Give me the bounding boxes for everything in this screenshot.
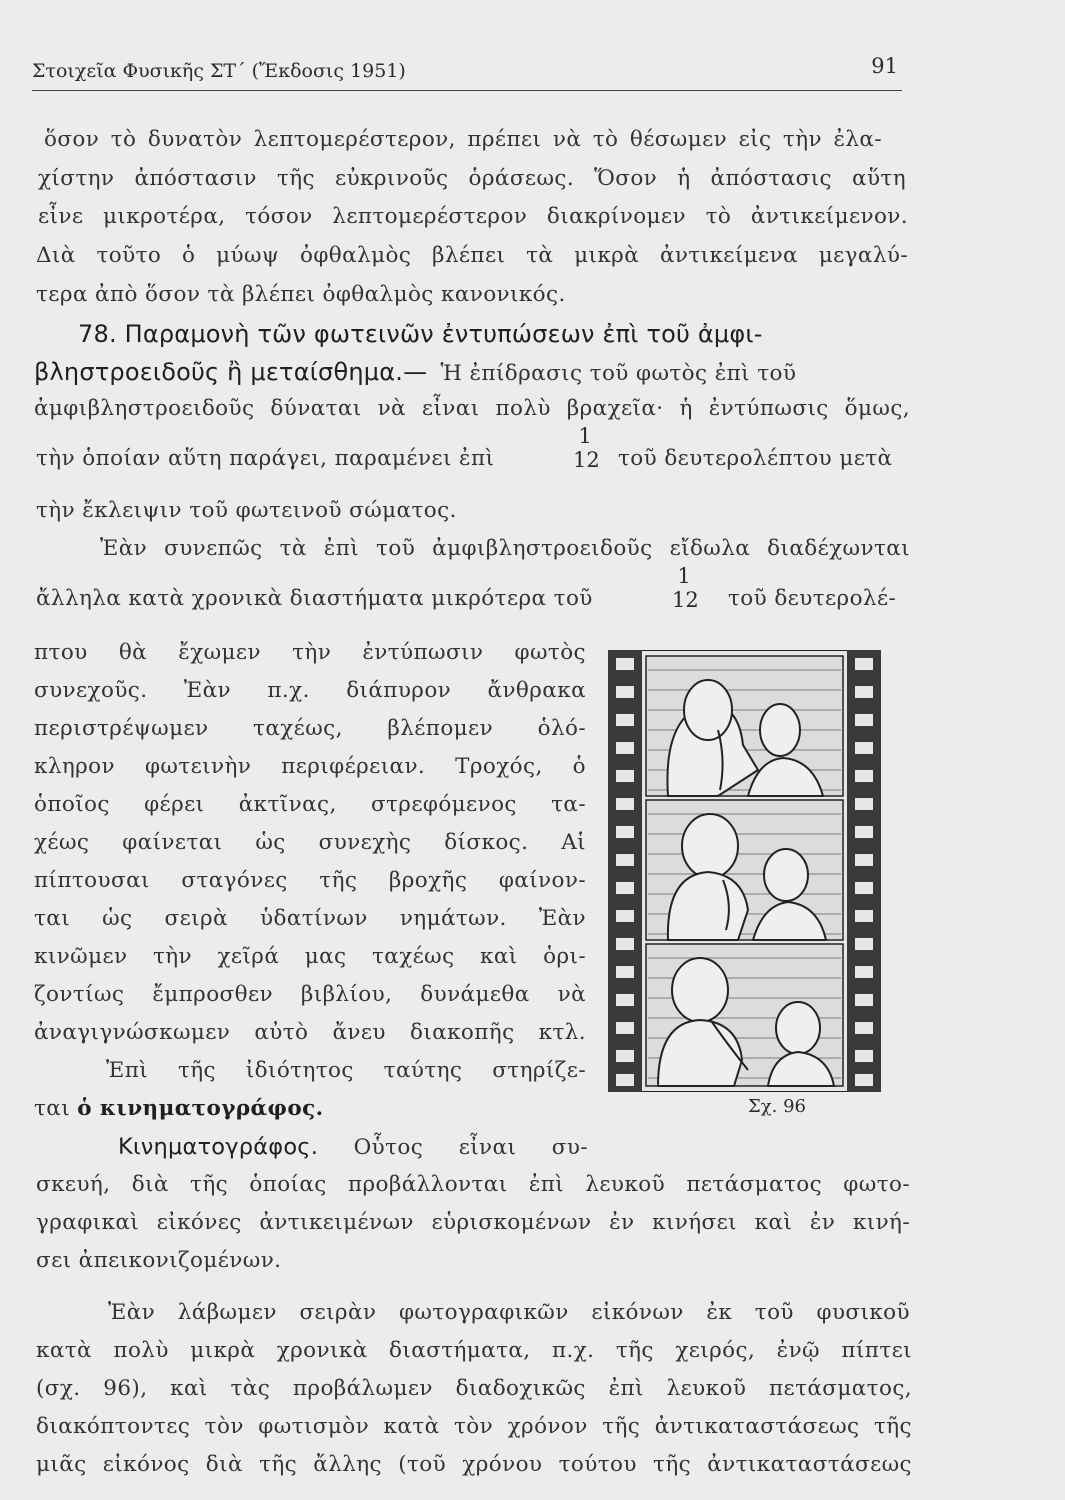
text-line — [34, 1096, 323, 1121]
fraction — [573, 424, 600, 472]
text-line: Ἐὰν συνεπῶς τὰ ἐπὶ τοῦ ἀμφιβληστροειδοῦς εἴδωλα διαδέχωνται — [100, 536, 910, 561]
text-line — [118, 1134, 588, 1160]
section-heading-line: βληστροειδοῦς ἢ μεταίσθημα.— — [34, 358, 428, 386]
fraction — [672, 564, 699, 612]
text-line: συνεχοῦς. Ἐὰν π.χ. διάπυρον ἄνθρακα — [34, 678, 586, 703]
text-span: ται — [34, 1096, 71, 1121]
text-line: ὅσον τὸ δυνατὸν λεπτομερέστερον, πρέπει νὰ τὸ θέσωμεν εἰς τὴν ἐλα- — [44, 127, 882, 152]
text-line: γραφικαὶ εἰκόνες ἀντικειμένων εὑρισκομένων ἐν κινήσει καὶ ἐν κινή- — [36, 1210, 910, 1235]
figure-caption: Σχ. 96 — [748, 1096, 806, 1117]
text-line: ἀναγιγνώσκωμεν αὐτὸ ἄνευ διακοπῆς κτλ. — [34, 1020, 586, 1045]
running-title: Στοιχεῖα Φυσικῆς ΣΤ΄ (Ἔκδοσις 1951) — [32, 60, 406, 82]
text-line: τερα ἀπὸ ὅσον τὰ βλέπει ὀφθαλμὸς κανονικός. — [36, 282, 566, 307]
text-line: ται ὡς σειρὰ ὑδατίνων νημάτων. Ἐὰν — [34, 906, 586, 931]
filmstrip-figure — [608, 650, 881, 1092]
text-line: διακόπτοντες τὸν φωτισμὸν κατὰ τὸν χρόνον τῆς ἀντικαταστάσεως τῆς — [36, 1414, 912, 1439]
text-line: κινῶμεν τὴν χεῖρά μας ταχέως καὶ ὁρι- — [34, 944, 586, 969]
text-line: χέως φαίνεται ὡς συνεχὴς δίσκος. Αἱ — [34, 830, 586, 855]
text-span: Οὗτος εἶναι συ- — [353, 1135, 589, 1160]
text-line: ἄλληλα κατὰ χρονικὰ διαστήματα μικρότερα τοῦ — [36, 586, 593, 611]
fraction-denominator: 12 — [672, 588, 699, 612]
text-line: πίπτουσαι σταγόνες τῆς βροχῆς φαίνον- — [34, 868, 586, 893]
text-line: κατὰ πολὺ μικρὰ χρονικὰ διαστήματα, π.χ. τῆς χειρός, ἐνῷ πίπτει — [36, 1338, 912, 1363]
text-span: Ἡ ἐπίδρασις τοῦ φωτὸς ἐπὶ τοῦ — [440, 361, 797, 386]
text-line: εἶνε μικροτέρα, τόσον λεπτομερέστερον διακρίνομεν τὸ ἀντικείμενον. — [38, 204, 908, 229]
text-line: τοῦ δευτερολέπτου μετὰ — [618, 446, 893, 471]
text-line: χίστην ἀπόστασιν τῆς εὐκρινοῦς ὁράσεως. Ὅσον ἡ ἀπόστασις αὕτη — [38, 166, 906, 191]
text-line: ζοντίως ἔμπροσθεν βιβλίου, δυνάμεθα νὰ — [34, 982, 586, 1007]
text-line: περιστρέψωμεν ταχέως, βλέπομεν ὁλό- — [34, 716, 586, 741]
fraction-numerator: 1 — [677, 564, 691, 588]
text-line: ὁποῖος φέρει ἀκτῖνας, στρεφόμενος τα- — [34, 792, 586, 817]
section-heading — [78, 320, 904, 348]
page-number: 91 — [871, 54, 898, 78]
text-line: πτου θὰ ἔχωμεν τὴν ἐντύπωσιν φωτὸς — [34, 640, 586, 665]
text-line: τὴν ὁποίαν αὕτη παράγει, παραμένει ἐπὶ — [36, 446, 495, 471]
text-line: σκευή, διὰ τῆς ὁποίας προβάλλονται ἐπὶ λευκοῦ πετάσματος φωτο- — [36, 1172, 910, 1197]
text-line: μιᾶς εἰκόνος διὰ τῆς ἄλλης (τοῦ χρόνου τούτου τῆς ἀντικαταστάσεως — [36, 1452, 912, 1477]
fraction-denominator: 12 — [573, 448, 600, 472]
text-line — [34, 358, 910, 386]
text-line: ἀμφιβληστροειδοῦς δύναται νὰ εἶναι πολὺ βραχεῖα· ἡ ἐντύπωσις ὅμως, — [34, 396, 910, 421]
text-line: (σχ. 96), καὶ τὰς προβάλωμεν διαδοχικῶς ἐπὶ λευκοῦ πετάσματος, — [36, 1376, 912, 1401]
text-line: Διὰ τοῦτο ὁ μύωψ ὀφθαλμὸς βλέπει τὰ μικρὰ ἀντικείμενα μεγαλύ- — [36, 243, 908, 268]
bold-term: ὁ κινηματογράφος. — [77, 1096, 324, 1121]
text-line: σει ἀπεικονιζομένων. — [36, 1248, 282, 1273]
subheading-term: Κινηματογράφος. — [118, 1134, 319, 1160]
fraction-numerator: 1 — [578, 424, 592, 448]
text-line: Ἐὰν λάβωμεν σειρὰν φωτογραφικῶν εἰκόνων ἐκ τοῦ φυσικοῦ — [108, 1300, 910, 1325]
text-line: κληρον φωτεινὴν περιφέρειαν. Τροχός, ὁ — [34, 754, 586, 779]
section-heading-line: 78. Παραμονὴ τῶν φωτεινῶν ἐντυπώσεων ἐπὶ τοῦ ἀμφι- — [78, 320, 763, 348]
text-line: τοῦ δευτερολέ- — [728, 586, 897, 611]
running-header — [32, 54, 902, 91]
text-line: Ἐπὶ τῆς ἰδιότητος ταύτης στηρίζε- — [106, 1058, 586, 1083]
text-line: τὴν ἔκλειψιν τοῦ φωτεινοῦ σώματος. — [36, 498, 457, 523]
